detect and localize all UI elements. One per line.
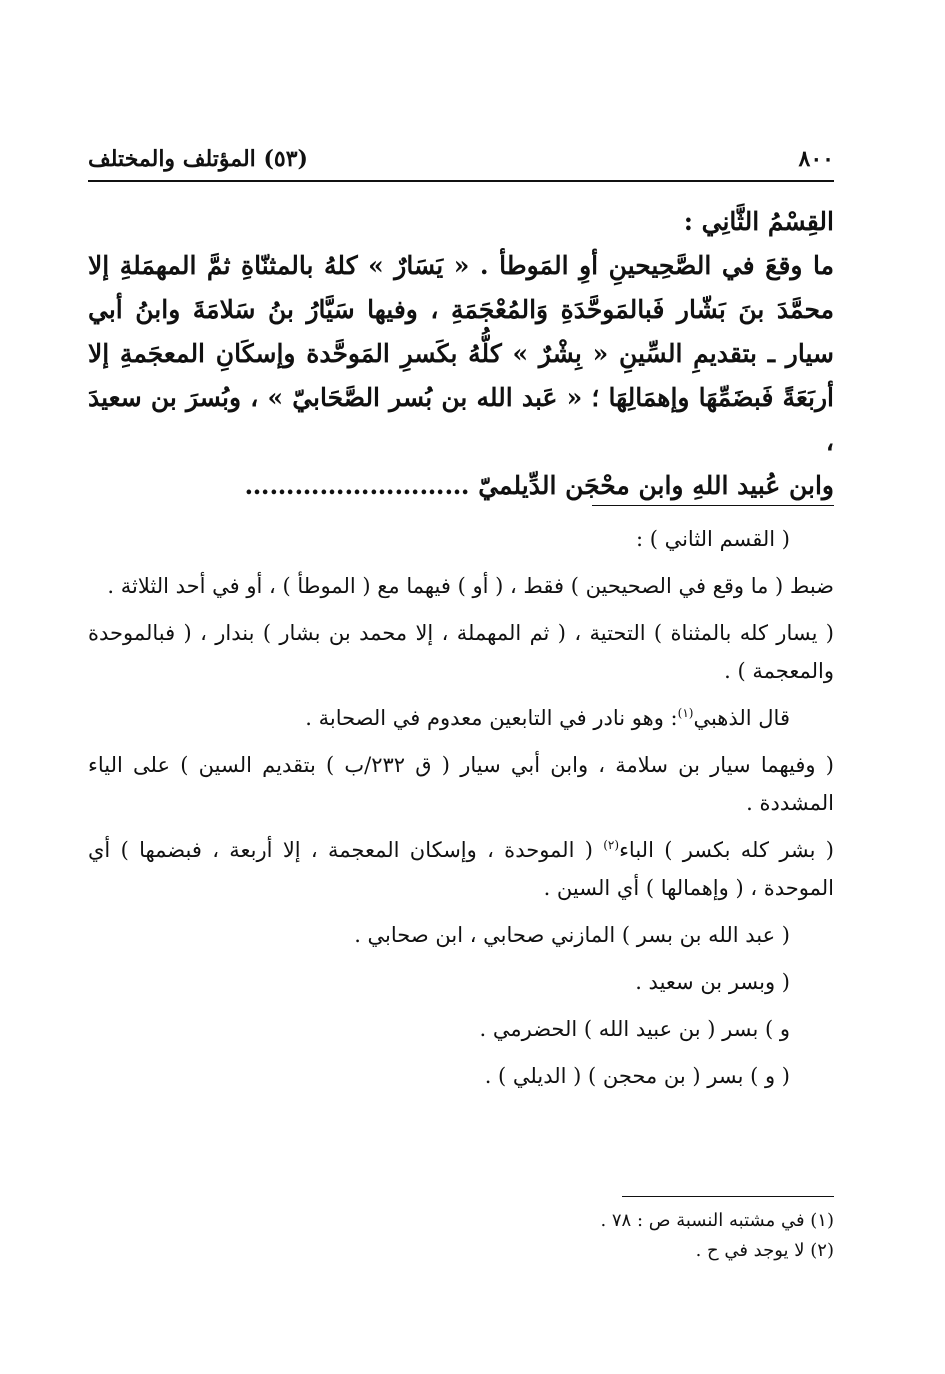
commentary-paragraph xyxy=(88,699,834,737)
main-dots: ……………………… xyxy=(244,471,470,500)
main-last-line xyxy=(88,464,834,508)
footnote: (١) في مشتبه النسبة ص : ٧٨ . xyxy=(600,1210,834,1231)
commentary-paragraph: ( وبسر بن سعيد . xyxy=(635,970,790,994)
commentary-paragraph xyxy=(88,831,834,907)
commentary-paragraph: ضبط ( ما وقع في الصحيحين ) فقط ، ( أو ) فيهما مع ( الموطأ ) ، أو في أحد الثلاثة . xyxy=(107,574,834,598)
footnote: (٢) لا يوجد في ح . xyxy=(695,1240,834,1261)
commentary-text: : وهو نادر في التابعين معدوم في الصحابة . xyxy=(305,706,678,730)
commentary-paragraph: ( عبد الله بن بسر ) المازني صحابي ، ابن صحابي . xyxy=(354,923,790,947)
commentary-paragraph: ( يسار كله بالمثناة ) التحتية ، ( ثم المهملة ، إلا محمد بن بشار ) بندار ، ( فبالموحدة والمعجمة ) . xyxy=(88,621,834,683)
commentary-paragraph: و ) بسر ( بن عبيد الله ) الحضرمي . xyxy=(479,1017,790,1041)
footnote-rule xyxy=(622,1196,834,1197)
footnote-ref: (٢) xyxy=(603,838,620,852)
main-last-line-text: وابن عُبيد اللهِ وابن محْجَن الدِّيلميّ xyxy=(478,471,834,500)
commentary-paragraph: ( وفيهما سيار بن سلامة ، وابن أبي سيار ( ق ٢٣٢/ب ) بتقديم السين ) على الياء المشددة . xyxy=(88,753,834,815)
section-rule xyxy=(592,505,834,506)
commentary xyxy=(88,520,834,1104)
commentary-text: ( بشر كله بكسر ) الباء xyxy=(619,838,834,862)
main-paragraph: ما وقعَ في الصَّحِيحينِ أوِ المَوطأ . « يَسَارٌ » كلهُ بالمثنّاةِ ثمَّ المهمَلةِ إلا محمَّدَ بنَ بَشّار فَبالمَوحَّدَةِ وَالمُعْجَمَةِ ، وفيها سَيَّارُ بنُ سَلامَةَ وابنُ أبي سيار ـ بتقديمِ السِّينِ « بِشْرٌ » كلُّهُ بكَسرِ المَوحَّدة وإسكَانِ المعجَمةِ إلا أربَعَةً فَبضَمِّهَا وإهمَالِهَا ؛ « عَبد الله بن بُسر الصَّحَابيّ » ، وبُسرَ بن سعيدَ ، xyxy=(88,251,834,456)
commentary-text: ( الموحدة ، وإسكان المعجمة ، إلا أربعة ، فبضمها ) أي الموحدة ، ( وإهمالها ) أي السين . xyxy=(88,838,834,900)
header-rule xyxy=(88,180,834,182)
footnotes xyxy=(88,1206,834,1266)
commentary-text: قال الذهبي xyxy=(693,706,790,730)
page-header xyxy=(88,144,834,180)
section-heading: القِسْمُ الثَّانِي : xyxy=(683,207,834,236)
footnote-ref: (١) xyxy=(677,706,694,720)
running-title: (٥٣) المؤتلف والمختلف xyxy=(88,146,308,172)
main-text xyxy=(88,200,834,508)
commentary-paragraph: ( و ) بسر ( بن محجن ) ( الديلي ) . xyxy=(484,1064,790,1088)
page-number: ٨٠٠ xyxy=(798,146,834,172)
commentary-paragraph: ( القسم الثاني ) : xyxy=(635,527,790,551)
